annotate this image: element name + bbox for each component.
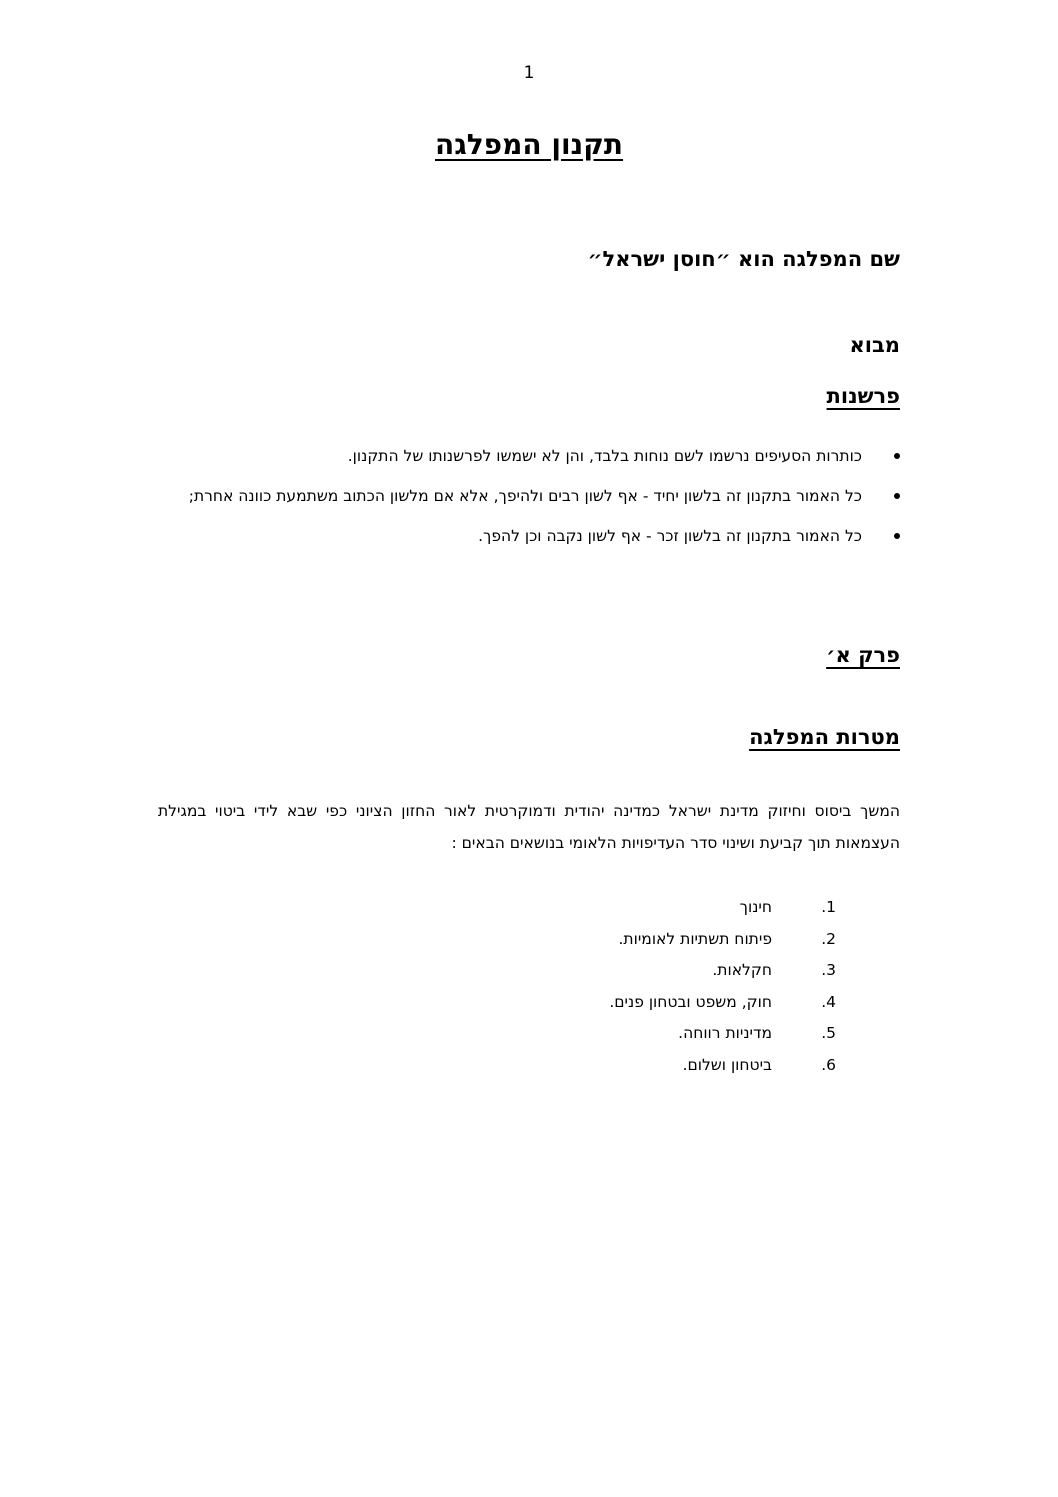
list-item <box>158 478 900 514</box>
list-item-number: 5. <box>821 1024 836 1042</box>
list-item <box>609 955 836 987</box>
list-item-text: כותרות הסעיפים נרשמו לשם נוחות בלבד, והן לא ישמשו לפרשנותו של התקנון. <box>347 447 862 465</box>
goals-heading: מטרות המפלגה <box>749 725 900 749</box>
list-item-text: חינוך <box>739 898 772 916</box>
bullet-icon <box>894 453 900 459</box>
list-item <box>609 1018 836 1050</box>
document-title: תקנון המפלגה <box>434 128 623 161</box>
bullet-icon <box>894 493 900 499</box>
page-number: 1 <box>523 63 535 83</box>
list-item-text: חוק, משפט ובטחון פנים. <box>609 992 772 1011</box>
list-item <box>609 1050 836 1082</box>
goals-paragraph: המשך ביסוס וחיזוק מדינת ישראל כמדינה יהודית ודמוקרטית לאור החזון הציוני כפי שבא לידי ביטוי במגילת העצמאות תוך קביעת ושינוי סדר העדיפויות הלאומי בנושאים הבאים : <box>158 802 900 852</box>
list-item-number: 3. <box>821 961 836 979</box>
list-item-number: 2. <box>821 929 836 948</box>
list-item <box>609 924 836 956</box>
list-item-text: פיתוח תשתיות לאומיות. <box>618 929 772 948</box>
list-item-text: כל האמור בתקנון זה בלשון יחיד - אף לשון רבים ולהיפך, אלא אם מלשון הכתוב משתמעת כוונה אחרת; <box>188 487 862 505</box>
goals-list <box>609 892 836 1081</box>
list-item <box>609 987 836 1019</box>
bullet-icon <box>894 533 900 539</box>
interpretation-list <box>158 438 900 554</box>
list-item-text: מדיניות רווחה. <box>678 1024 772 1042</box>
list-item-number: 4. <box>821 992 836 1011</box>
list-item <box>609 892 836 924</box>
list-item-text: חקלאות. <box>712 961 772 979</box>
list-item-number: 1. <box>821 898 836 916</box>
party-name-heading: שם המפלגה הוא ״חוסן ישראל״ <box>587 247 900 271</box>
intro-heading: מבוא <box>849 333 900 357</box>
chapter-heading: פרק א׳ <box>826 643 900 667</box>
interpretation-heading: פרשנות <box>826 384 900 408</box>
list-item-text: כל האמור בתקנון זה בלשון זכר - אף לשון נקבה וכן להפך. <box>478 527 862 545</box>
list-item-number: 6. <box>821 1055 836 1074</box>
list-item-text: ביטחון ושלום. <box>682 1055 772 1074</box>
list-item <box>158 438 900 474</box>
list-item <box>158 518 900 554</box>
